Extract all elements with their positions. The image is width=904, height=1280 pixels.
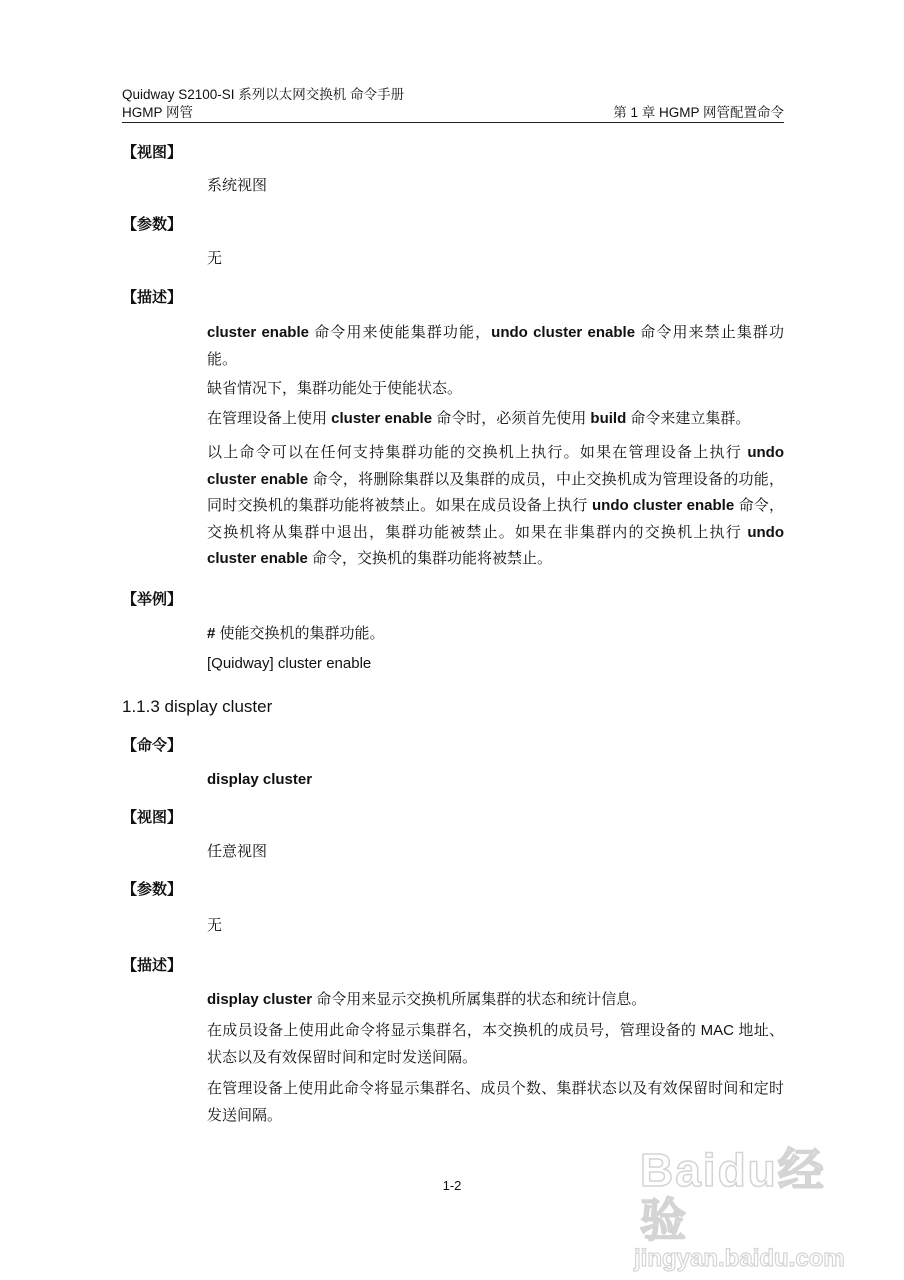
desc-label: 【描述】 [122,957,183,974]
header-section-left: HGMP 网管 [122,105,194,120]
view-value: 系统视图 [207,177,268,194]
command-keyword: build [590,410,627,427]
text-segment: 命令用来显示交换机所属集群的状态和统计信息。 [312,991,647,1008]
command-value: display cluster [207,771,313,788]
text-segment: 缺省情况下，集群功能处于使能状态。 [207,380,463,397]
watermark-url: jingyan.baidu.com [634,1245,845,1272]
command-keyword: undo cluster enable [592,497,735,514]
text-segment: 命令，交换机将从集群中退出，集群功能被禁止。如果在非集群内的交换机上执行 [207,497,785,541]
command-label: 【命令】 [122,737,183,754]
desc-paragraph [207,376,784,403]
text-segment: 命令，将删除集群以及集群的成员，中止交换机成为管理设备的功能，同时交换机的集群功能将被禁止。如果在成员设备上执行 [207,470,784,514]
desc-paragraph [207,320,784,373]
section-heading: 1.1.3 display cluster [122,697,273,716]
desc-paragraph [207,406,784,433]
header-rule [122,122,784,123]
text-segment: 在管理设备上使用此命令将显示集群名、成员个数、集群状态以及有效保留时间和定时发送间隔。 [207,1080,784,1124]
command-keyword: cluster enable [207,324,309,341]
text-segment: 命令用来使能集群功能， [308,324,492,341]
baidu-watermark [634,1144,860,1272]
command-keyword: undo cluster enable [207,523,784,567]
text-segment: 命令用来禁止集群功能。 [207,324,784,368]
example-command: [Quidway] cluster enable [207,655,372,672]
text-segment: 在管理设备上使用 [207,410,332,427]
text-segment: 命令时，必须首先使用 [432,410,591,427]
desc-label: 【描述】 [122,289,183,306]
page-number: 1-2 [442,1178,462,1193]
command-keyword: undo cluster enable [491,324,636,341]
command-keyword: undo cluster enable [207,444,784,488]
example-label: 【举例】 [122,591,183,608]
params-value: 无 [207,917,223,934]
desc-paragraph [207,440,784,573]
desc-paragraph [207,987,784,1014]
view-value: 任意视图 [207,843,268,860]
text-segment: 命令，交换机的集群功能将被禁止。 [307,550,553,567]
view-label: 【视图】 [122,809,183,826]
desc-paragraph [207,1018,784,1071]
text-segment: 以上命令可以在任何支持集群功能的交换机上执行。如果在管理设备上执行 [207,444,748,461]
text-segment: 在成员设备上使用此命令将显示集群名，本交换机的成员号，管理设备的 MAC 地址、状态以及有效保留时间和定时发送间隔。 [207,1022,784,1066]
text-segment: 使能交换机的集群功能。 [215,625,385,642]
text-segment: 命令来建立集群。 [626,410,751,427]
watermark-logo: Baidu经验 [640,1144,826,1246]
params-label: 【参数】 [122,881,183,898]
command-keyword: # [207,625,216,642]
view-label: 【视图】 [122,144,183,161]
params-value: 无 [207,250,223,267]
document-title: Quidway S2100-SI 系列以太网交换机 命令手册 [122,87,405,102]
command-keyword: display cluster [207,991,313,1008]
command-keyword: cluster enable [331,410,433,427]
desc-paragraph [207,1076,784,1129]
params-label: 【参数】 [122,216,183,233]
header-chapter: 第 1 章 HGMP 网管配置命令 [613,105,784,120]
example-comment [207,621,784,648]
